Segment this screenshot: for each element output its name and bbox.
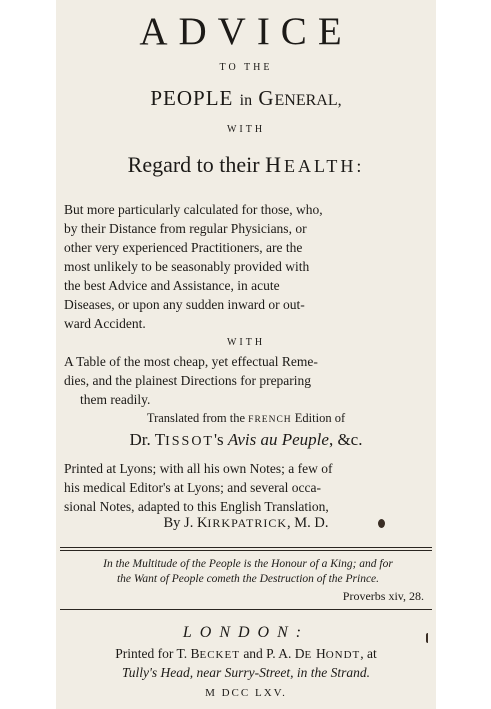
byline-name: IRKPATRICK — [207, 516, 287, 530]
title-regard-health — [56, 152, 436, 178]
tissot-line — [56, 430, 436, 450]
imprint-line-2: Tully's Head, near Surry-Street, in the Strand. — [122, 665, 370, 680]
translated-line — [56, 411, 436, 426]
title-regard: Regard to their — [127, 152, 266, 177]
table-line: A Table of the most cheap, yet effectual Reme- — [64, 354, 318, 369]
translated-french: FRENCH — [248, 415, 292, 425]
description-line: But more particularly calculated for those, who, — [64, 202, 323, 217]
title-general-rest: ENERAL, — [274, 92, 342, 109]
imprint-seg: E — [304, 649, 316, 661]
tissot-etc: , &c. — [328, 430, 363, 449]
title-people-in-general — [56, 86, 436, 111]
translated-suffix: Edition of — [291, 411, 346, 425]
title-advice: ADVICE — [139, 10, 353, 53]
description-line: most unlikely to be seasonably provided with — [64, 259, 310, 274]
divider-top-double — [60, 550, 432, 551]
title-health-initial: H — [265, 152, 284, 177]
divider-top — [60, 547, 432, 548]
printed-paragraph — [64, 459, 430, 516]
imprint-lines — [56, 645, 436, 682]
printed-line: Printed at Lyons; with all his own Notes; a few of — [64, 461, 333, 476]
ink-mark — [426, 633, 432, 643]
tissot-work: Avis au Peuple — [227, 430, 329, 449]
description-paragraph — [64, 200, 430, 333]
imprint-seg: Printed for T. B — [115, 646, 200, 661]
description-line: other very experienced Practitioners, are the — [64, 240, 303, 255]
title-general-initial: G — [258, 86, 275, 110]
description-line: ward Accident. — [64, 316, 146, 331]
byline-by: By J. K — [163, 515, 208, 531]
title-people: PEOPLE — [150, 86, 234, 110]
imprint-seg: , at — [360, 646, 377, 661]
description-line: Diseases, or upon any sudden inward or out- — [64, 297, 305, 312]
subtitle-with: WITH — [226, 337, 266, 348]
motto-reference: Proverbs xiv, 28. — [342, 589, 424, 603]
description-line: by their Distance from regular Physicians, or — [64, 221, 307, 236]
imprint-line-1 — [64, 645, 428, 664]
printed-line: sional Notes, adapted to this English Translation, — [64, 499, 329, 514]
printed-line: his medical Editor's at Lyons; and several occa- — [64, 480, 321, 495]
imprint-seg: H — [315, 646, 326, 661]
imprint-seg: and P. A. D — [239, 646, 305, 661]
description-line: the best Advice and Assistance, in acute — [64, 278, 280, 293]
title-to-the: TO THE — [219, 62, 273, 73]
imprint-seg: ONDT — [325, 649, 361, 661]
table-line: them readily. — [80, 392, 151, 407]
table-line: dies, and the plainest Directions for preparing — [64, 373, 312, 388]
tissot-dr: Dr. T — [129, 430, 166, 449]
tissot-possessive: 's — [213, 430, 228, 449]
imprint-seg: ECKET — [199, 649, 240, 661]
imprint-city: LONDON: — [182, 624, 310, 641]
table-paragraph — [64, 352, 430, 409]
title-health-rest: EALTH: — [284, 156, 365, 176]
imprint-date: M DCC LXV. — [205, 687, 287, 699]
title-page — [56, 0, 436, 709]
motto-line: In the Multitude of the People is the Honour of a King; and for — [103, 558, 393, 570]
ink-blot — [378, 519, 385, 528]
divider-bottom — [60, 609, 432, 610]
title-with: WITH — [226, 124, 266, 135]
byline-degree: , M. D. — [287, 515, 329, 531]
motto — [70, 557, 426, 587]
translated-prefix: Translated from the — [146, 411, 249, 425]
motto-line: the Want of People cometh the Destruction of the Prince. — [116, 573, 380, 585]
title-in: in — [239, 92, 253, 109]
tissot-name: ISSOT — [165, 434, 214, 449]
